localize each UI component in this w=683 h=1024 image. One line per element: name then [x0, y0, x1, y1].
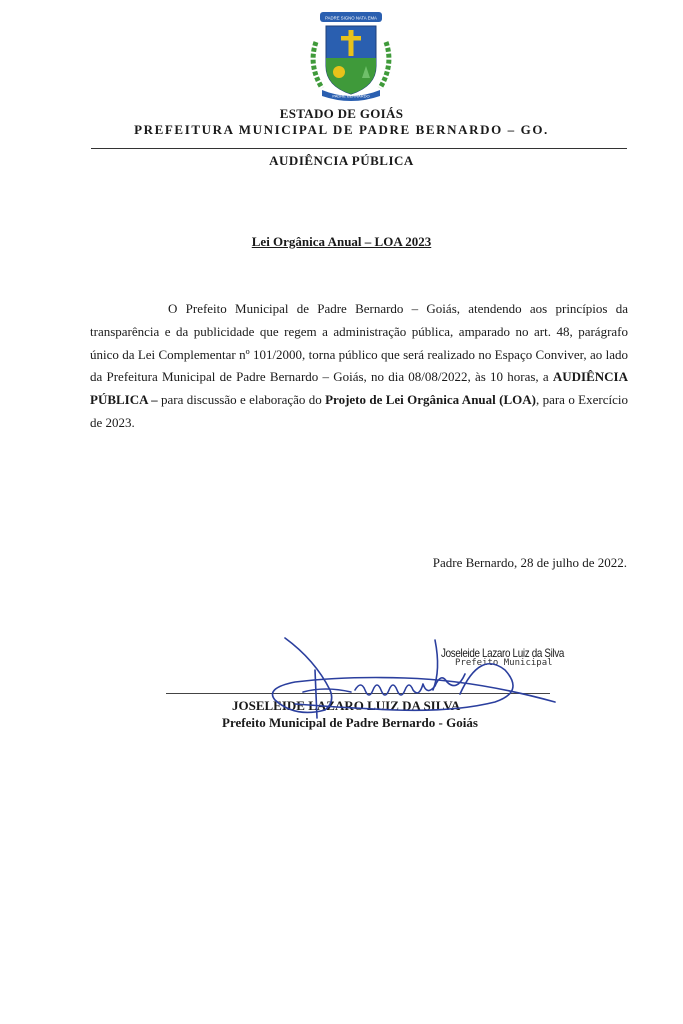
body-paragraph: [90, 298, 628, 435]
body-text-part1: O Prefeito Municipal de Padre Bernardo – Goiás, atendendo aos princípios da transparência e da publicidade que regem a administração pública, amparado no art. 48, parágrafo único da Lei Complementar nº 101/2000, torna público que será realizado no Espaço Conviver, ao lado da Prefeitura Municipal de Padre Bernardo – Goiás, no dia 08/08/2022, às 10 horas, a: [90, 301, 628, 385]
stamp-role: Prefeito Municipal: [455, 658, 553, 668]
subject-title: Lei Orgânica Anual – LOA 2023: [251, 234, 432, 249]
body-bold-projeto: Projeto de Lei Orgânica Anual (LOA): [325, 392, 536, 408]
body-text-part2: para discussão e elaboração do: [157, 392, 326, 408]
crest-bull-head-icon: [333, 66, 345, 78]
crest-ribbon-text: PADRE BERNARDO: [332, 93, 370, 99]
signer-name: JOSELEIDE LAZARO LUIZ DA SILVA: [232, 698, 461, 713]
signature-line: [166, 693, 550, 694]
document-type-heading: AUDIÊNCIA PÚBLICA: [269, 153, 414, 168]
signature-stroke-stamp: [433, 640, 438, 690]
body-bold-audiencia: AUDIÊNCIA PÚBLICA –: [90, 369, 628, 408]
crest-left-laurel: [313, 42, 322, 88]
state-heading: ESTADO DE GOIÁS: [279, 106, 404, 121]
crest-banner-text: PADRE SIGNO NATA EMA: [325, 15, 377, 21]
header-divider: [91, 148, 627, 149]
crest-right-laurel: [380, 42, 389, 88]
date-line: Padre Bernardo, 28 de julho de 2022.: [432, 555, 627, 570]
signature-stroke-name: [355, 674, 465, 695]
municipal-crest-emblem: [306, 10, 396, 102]
body-text-part3: , para o Exercício de 2023.: [90, 392, 628, 430]
cross-icon-horizontal: [341, 36, 361, 41]
signature-stamp: [441, 646, 591, 668]
cross-icon-vertical: [349, 30, 354, 56]
prefeitura-heading: PREFEITURA MUNICIPAL DE PADRE BERNARDO – GO.: [134, 122, 549, 137]
stamp-name: Joseleide Lazaro Luiz da Silva: [441, 646, 565, 660]
signer-role: Prefeito Municipal de Padre Bernardo - Goiás: [222, 715, 478, 730]
